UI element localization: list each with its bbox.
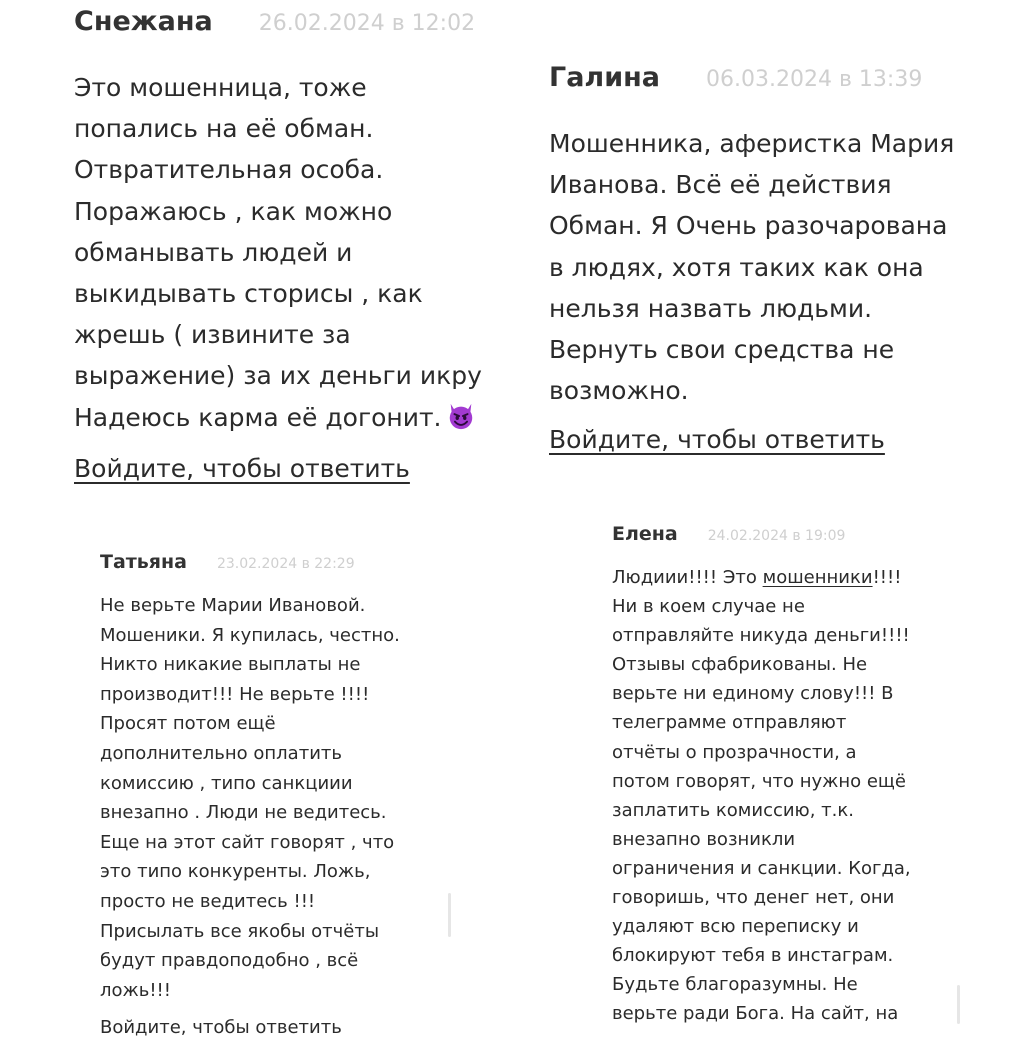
comment-line: удаляют всю переписку и [612,916,859,938]
comment-author: Галина [549,62,660,93]
comment-line: ложь!!! [100,979,171,1001]
comment-line: Вернуть свои средства не [549,335,895,365]
comment-line-text: Людиии!!!! Это [612,567,763,588]
comment-line: выражение) за их деньги икру [74,361,482,391]
scrollbar-thumb[interactable] [957,985,960,1024]
comment-line: в людях, хотя таких как она [549,252,924,282]
comment-line: дополнительно оплатить [100,742,342,764]
comment-line: Просят потом ещё [100,713,276,735]
comment-author: Елена [612,523,678,545]
comment-line: Ни в коем случае не [612,596,805,618]
comment-header [549,62,1019,93]
comment-line: будут правдоподобно , всё [100,950,359,972]
comment-line [74,397,524,438]
underlined-word: мошенники [762,567,873,588]
scrollbar-thumb[interactable] [448,893,451,937]
comment-line: Мошеники. Я купилась, честно. [100,624,400,646]
comment-date: 06.03.2024 в 13:39 [706,67,923,92]
reply-link[interactable]: Войдите, чтобы ответить [100,1017,342,1038]
comment-line: Это мошенница, тоже [74,73,367,102]
comment-header [612,523,972,545]
comment-line: Обман. Я Очень разочарована [549,211,948,241]
comment-date: 23.02.2024 в 22:29 [216,556,355,572]
smiling-devil-emoji-icon [446,401,476,431]
comment-body [549,123,1019,411]
reply-link[interactable]: Войдите, чтобы ответить [549,425,885,455]
comment-line: телеграмме отправляют [612,712,847,734]
comment-line: заплатить комиссию, т.к. [612,799,854,821]
comment-line: возможно. [549,376,689,406]
comment-line [612,563,972,592]
comment-line: внезапно возникли [612,828,796,850]
comment-tatyana [100,551,460,1038]
comment-line: Еще на этот сайт говорят , что [100,831,395,853]
comment-line: ограничения и санкции. Когда, [612,857,911,879]
comment-body [100,591,460,1005]
comment-line: Иванова. Всё её действия [549,170,892,200]
comment-author: Снежана [74,6,213,37]
comment-line-text: Надеюсь карма её догонит. [74,402,442,432]
comment-line: говоришь, что денег нет, они [612,887,895,909]
comment-line: отправляйте никуда деньги!!!! [612,625,910,647]
comment-line: Будьте благоразумны. Не [612,974,858,996]
comment-line: выкидывать сторисы , как [74,279,423,309]
comment-body [612,563,972,1029]
comment-line: Отвратительная особа. [74,155,384,185]
comment-line: верьте ни единому слову!!! В [612,683,894,705]
comment-header [74,6,524,37]
comment-date: 24.02.2024 в 19:09 [707,528,846,544]
comment-line: отчёты о прозрачности, а [612,741,857,763]
comment-line: потом говорят, что нужно ещё [612,770,906,792]
comment-elena [612,523,972,1029]
comment-body [74,67,524,438]
comment-date: 26.02.2024 в 12:02 [258,11,476,36]
comment-galina [549,62,1019,454]
comment-line: производит!!! Не верьте !!!! [100,683,370,705]
comment-snezhana [74,6,524,483]
comment-line: жрешь ( извините за [74,320,351,350]
comment-line: Не верьте Марии Ивановой. [100,595,366,616]
reply-link[interactable]: Войдите, чтобы ответить [74,453,410,483]
comment-line: верьте ради Бога. На сайт, на [612,1003,899,1025]
comment-line: Никто никакие выплаты не [100,654,361,676]
comment-line: это типо конкуренты. Ложь, [100,861,371,883]
comment-author: Татьяна [100,551,187,573]
comment-line: Мошенника, аферистка Мария [549,129,955,158]
comment-line: комиссию , типо санкциии [100,772,353,794]
comment-header [100,551,460,573]
comment-line: Поражаюсь , как можно [74,196,393,226]
comment-line: попались на её обман. [74,114,374,144]
comment-line: нельзя назвать людьми. [549,293,873,323]
comment-line: Присылать все якобы отчёты [100,920,380,942]
comment-line: обманывать людей и [74,237,353,267]
comment-line-text: !!!! [872,567,902,588]
comment-line: внезапно . Люди не ведитесь. [100,802,387,824]
comment-line: Отзывы сфабрикованы. Не [612,654,868,676]
comment-line: блокируют тебя в инстаграм. [612,945,894,967]
comment-line: просто не ведитесь !!! [100,890,316,912]
